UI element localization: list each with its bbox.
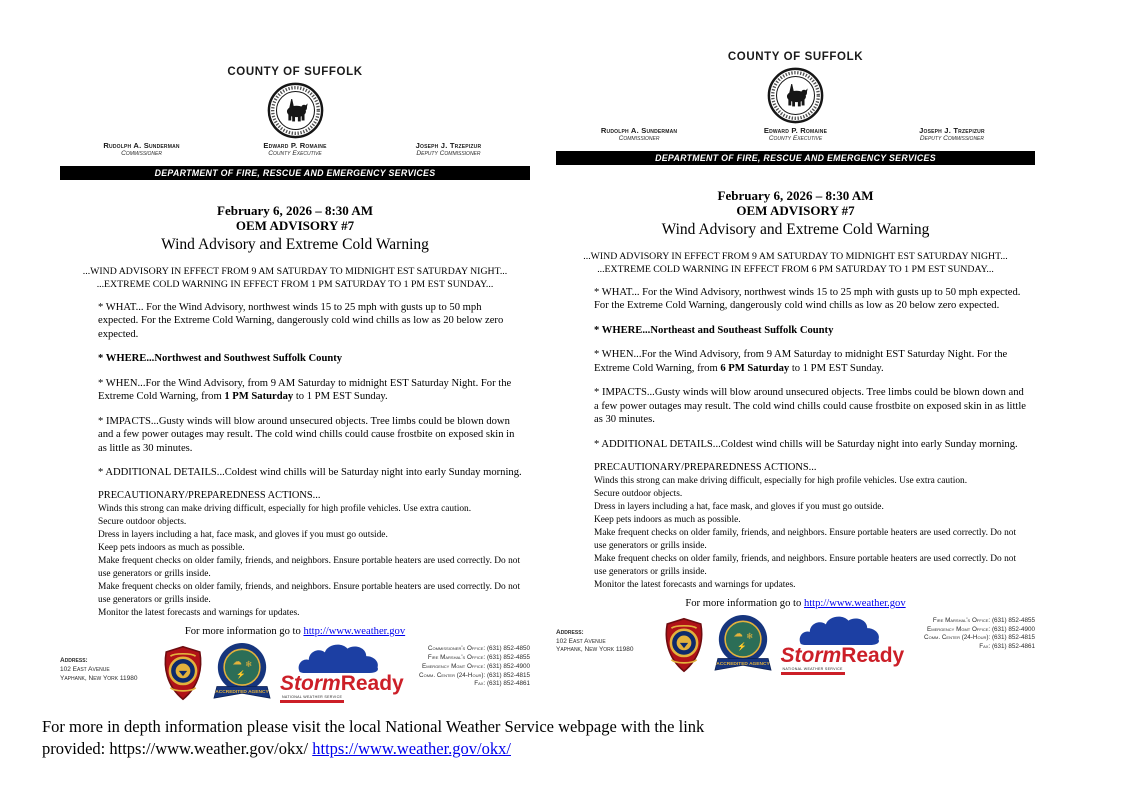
address-block: [556, 612, 648, 655]
precaution-item: Dress in layers including a hat, face mask, and gloves if you must go outside.: [98, 530, 388, 541]
advisory-body: [60, 301, 530, 620]
precaution-item: Monitor the latest forecasts and warnings for updates.: [98, 608, 300, 619]
emergency-management-shield-icon: [162, 645, 204, 701]
precaution-item: Dress in layers including a hat, face mask, and gloves if you must go outside.: [594, 501, 884, 512]
precaution-item: Winds this strong can make driving difficult, especially for high profile vehicles. Use extra caution.: [98, 504, 472, 515]
contact-value: (631) 852-4855: [486, 654, 530, 661]
impacts-paragraph: * IMPACTS...Gusty winds will blow around unsecured objects. Tree limbs could be blown down and a few power outages may result. The cold wind chills could cause frostbite on exposed skin in as little as 30 minutes.: [594, 387, 1026, 426]
when-highlight-time: 1 PM Saturday: [224, 391, 294, 403]
advisory-number: OEM ADVISORY #7: [235, 218, 355, 234]
precautions-header: PRECAUTIONARY/PREPAREDNESS ACTIONS...: [594, 462, 817, 474]
contact-value: (631) 852-4850: [486, 645, 530, 653]
stormready-logo: [780, 614, 905, 676]
address-label: Address:: [60, 657, 88, 665]
official-name: Edward P. Romaine: [263, 141, 327, 150]
stormready-storm-text: Storm: [280, 672, 341, 696]
stormready-underline: [781, 672, 845, 675]
official-deputy-commissioner: [373, 141, 524, 157]
contact-row: [408, 663, 530, 672]
official-title: County Executive: [268, 150, 322, 157]
stormready-wordmark: [781, 644, 905, 668]
weather-gov-link[interactable]: http://www.weather.gov: [303, 626, 406, 638]
headline-block: [60, 266, 530, 290]
official-name: Joseph J. Trzepizur: [415, 141, 482, 150]
contact-row: [913, 626, 1035, 635]
headline-block: [556, 251, 1035, 275]
lightning-glyph: ⚡: [736, 641, 747, 651]
contact-row: [408, 672, 530, 681]
when-text-end: to 1 PM EST Sunday.: [293, 391, 388, 403]
accredited-agency-badge-icon: [213, 642, 271, 704]
extreme-cold-headline: ...EXTREME COLD WARNING IN EFFECT FROM 6 PM SATURDAY TO 1 PM EST SUNDAY...: [597, 263, 994, 275]
contact-label: Commissioner's Office:: [427, 645, 486, 653]
accredited-agency-banner-text: ACCREDITED AGENCY: [715, 661, 770, 667]
stormready-ready-text: Ready: [340, 672, 404, 696]
precaution-item: Winds this strong can make driving difficult, especially for high profile vehicles. Use extra caution.: [594, 476, 968, 487]
when-paragraph: [594, 348, 1029, 375]
contact-value: (631) 852-4855: [991, 616, 1035, 624]
precaution-item: Make frequent checks on older family, friends, and neighbors. Ensure portable heaters are used correctly. Do not use generators or grills inside.: [98, 556, 521, 580]
precautions-header: PRECAUTIONARY/PREPAREDNESS ACTIONS...: [98, 490, 321, 502]
what-paragraph: * WHAT... For the Wind Advisory, northwest winds 15 to 25 mph with gusts up to 50 mph expected. For the Extreme Cold Warning, dangerously cold wind chills as low as 20 below zero expected.: [98, 301, 504, 340]
contact-label: Comm. Center (24-Hour):: [419, 671, 486, 679]
advisory-title-block: [556, 188, 1035, 238]
what-paragraph: * WHAT... For the Wind Advisory, northwest winds 15 to 25 mph with gusts up to 50 mph expected. For the Extreme Cold Warning, dangerously cold wind chills as low as 20 below zero expected.: [594, 286, 1021, 312]
more-info-text: For more information go to: [184, 626, 304, 638]
additional-details-paragraph: * ADDITIONAL DETAILS...Coldest wind chills will be Saturday night into early Sunday morning.: [594, 438, 1018, 450]
officials-row: [556, 126, 1035, 142]
footer-logos: [648, 612, 913, 676]
official-title: Deputy Commissioner: [416, 150, 481, 157]
weather-okx-link[interactable]: https://www.weather.gov/okx/: [312, 738, 511, 758]
official-title: Deputy Commissioner: [919, 135, 984, 142]
lightning-glyph: ⚡: [236, 670, 246, 680]
contact-row: [408, 645, 530, 654]
stormready-underline: [280, 700, 344, 703]
advisory-title: Wind Advisory and Extreme Cold Warning: [161, 235, 429, 253]
contacts-block: [408, 640, 530, 689]
when-text: * WHEN...For the Wind Advisory, from 9 AM Saturday to midnight EST Saturday Night. For the Extreme Cold Warning, from: [594, 349, 1008, 374]
official-name: Joseph J. Trzepizur: [919, 126, 985, 135]
contact-value: (631) 852-4900: [991, 625, 1035, 633]
contact-value: (631) 852-4900: [486, 662, 530, 670]
contact-value: (631) 852-4861: [991, 643, 1035, 651]
more-info-line: [556, 598, 1035, 609]
contact-label: Emergency Mgmt Office:: [927, 625, 991, 633]
wind-advisory-headline: ...WIND ADVISORY IN EFFECT FROM 9 AM SATURDAY TO MIDNIGHT EST SATURDAY NIGHT...: [82, 266, 508, 278]
stormready-cloud-icon: [294, 642, 382, 674]
weather-gov-link[interactable]: http://www.weather.gov: [803, 597, 906, 609]
stormready-wordmark: [280, 672, 404, 696]
when-text: * WHEN...For the Wind Advisory, from 9 AM Saturday to midnight EST Saturday Night. For the Extreme Cold Warning, from: [98, 377, 512, 403]
address-line2: Yaphank, New York 11980: [556, 646, 634, 654]
cloud-glyph: ☁: [732, 628, 743, 640]
official-name: Rudolph A. Sunderman: [103, 141, 180, 150]
additional-details-paragraph: * ADDITIONAL DETAILS...Coldest wind chills will be Saturday night into early Sunday morning.: [98, 467, 522, 479]
more-info-line: [60, 626, 530, 637]
footer-note-line1: For more in depth information please visit the local National Weather Service webpage with the link: [42, 717, 705, 736]
official-title: Commissioner: [121, 150, 162, 157]
snowflake-glyph: ❄: [745, 630, 753, 641]
extreme-cold-headline: ...EXTREME COLD WARNING IN EFFECT FROM 1 PM SATURDAY TO 1 PM EST SUNDAY...: [96, 278, 494, 290]
official-title: Commissioner: [618, 135, 660, 142]
official-title: County Executive: [768, 135, 823, 142]
when-paragraph: [98, 377, 524, 404]
address-line1: 102 East Avenue: [556, 637, 606, 645]
impacts-paragraph: * IMPACTS...Gusty winds will blow around unsecured objects. Tree limbs could be blown down and a few power outages may result. The cold wind chills could cause frostbite on exposed skin in as little as 30 minutes.: [98, 415, 515, 454]
stormready-cloud-icon: [795, 614, 883, 646]
precaution-item: Monitor the latest forecasts and warnings for updates.: [594, 579, 796, 590]
contacts-block: [913, 612, 1035, 652]
official-deputy-commissioner: [875, 126, 1029, 142]
accredited-agency-badge-icon: [714, 614, 772, 676]
official-name: Edward P. Romaine: [763, 126, 828, 135]
emergency-management-shield-icon: [663, 617, 705, 673]
address-line2: Yaphank, New York 11980: [60, 674, 138, 682]
contact-label: Emergency Mgmt Office:: [422, 662, 486, 670]
when-highlight-time: 6 PM Saturday: [720, 362, 790, 374]
suffolk-county-seal-icon: [267, 82, 324, 139]
stormready-ready-text: Ready: [841, 643, 905, 667]
address-label: Address:: [556, 628, 584, 636]
contact-value: (631) 852-4861: [486, 680, 530, 688]
footer-note: [42, 716, 762, 760]
advisory-date: February 6, 2026 – 8:30 AM: [217, 203, 373, 218]
where-paragraph: * WHERE...Northeast and Southeast Suffolk County: [594, 324, 834, 336]
contact-row: [913, 643, 1035, 652]
where-paragraph: * WHERE...Northwest and Southwest Suffolk County: [98, 353, 343, 365]
contact-label: Fax:: [979, 643, 991, 651]
official-county-executive: [718, 126, 872, 142]
contact-label: Fire Marshal's Office:: [427, 654, 486, 661]
contact-value: (631) 852-4815: [991, 634, 1035, 642]
precaution-item: Make frequent checks on older family, friends, and neighbors. Ensure portable heaters are used correctly. Do not use generators or grills inside.: [594, 527, 1017, 551]
contact-label: Comm. Center (24-Hour):: [924, 634, 991, 642]
when-text-end: to 1 PM EST Sunday.: [789, 362, 884, 374]
advisory-document-2: [556, 48, 1035, 676]
advisory-document-1: [60, 63, 530, 704]
stormready-storm-text: Storm: [780, 643, 842, 667]
accredited-agency-banner-text: ACCREDITED AGENCY: [215, 690, 269, 696]
contact-row: [913, 634, 1035, 643]
contact-label: Fire Marshal's Office:: [932, 616, 991, 624]
precaution-item: Keep pets indoors as much as possible.: [98, 543, 245, 554]
contact-row: [913, 617, 1035, 626]
county-title: COUNTY OF SUFFOLK: [727, 51, 864, 63]
suffolk-county-seal-icon: [767, 67, 824, 124]
advisory-title: Wind Advisory and Extreme Cold Warning: [661, 220, 930, 238]
advisory-title-block: [60, 203, 530, 253]
precaution-item: Secure outdoor objects.: [594, 488, 683, 499]
contact-row: [408, 654, 530, 663]
wind-advisory-headline: ...WIND ADVISORY IN EFFECT FROM 9 AM SATURDAY TO MIDNIGHT EST SATURDAY NIGHT...: [583, 251, 1008, 263]
cloud-glyph: ☁: [232, 656, 242, 668]
address-block: [60, 640, 152, 683]
precaution-item: Make frequent checks on older family, friends, and neighbors. Ensure portable heaters are used correctly. Do not use generators or grills inside.: [98, 582, 521, 606]
stormready-logo: [280, 642, 404, 704]
precautions-list: [594, 475, 1029, 592]
official-county-executive: [219, 141, 370, 157]
official-name: Rudolph A. Sunderman: [600, 126, 678, 135]
precaution-item: Secure outdoor objects.: [98, 517, 187, 528]
contact-row: [408, 680, 530, 689]
footer-note-line2: provided: https://www.weather.gov/okx/: [42, 738, 313, 758]
more-info-text: For more information go to: [685, 597, 804, 609]
page-footer: [60, 640, 530, 704]
stormready-nws-text: NATIONAL WEATHER SERVICE: [282, 695, 343, 700]
contact-value: (631) 852-4815: [486, 671, 530, 679]
stormready-nws-text: NATIONAL WEATHER SERVICE: [782, 666, 843, 671]
precaution-item: Keep pets indoors as much as possible.: [594, 514, 741, 525]
snowflake-glyph: ❄: [245, 659, 253, 670]
officials-row: [60, 141, 530, 157]
page-footer: [556, 612, 1035, 676]
address-line1: 102 East Avenue: [60, 665, 110, 673]
official-commissioner: [562, 126, 716, 142]
official-commissioner: [66, 141, 217, 157]
advisory-body: [556, 286, 1035, 592]
advisory-number: OEM ADVISORY #7: [736, 203, 855, 219]
county-title: COUNTY OF SUFFOLK: [227, 66, 363, 78]
precautions-list: [98, 503, 524, 620]
department-banner: DEPARTMENT OF FIRE, RESCUE AND EMERGENCY SERVICES: [556, 151, 1035, 165]
advisory-date: February 6, 2026 – 8:30 AM: [717, 188, 874, 203]
contact-label: Fax:: [474, 680, 486, 688]
department-banner: DEPARTMENT OF FIRE, RESCUE AND EMERGENCY SERVICES: [60, 166, 530, 180]
footer-logos: [152, 640, 408, 704]
precaution-item: Make frequent checks on older family, friends, and neighbors. Ensure portable heaters are used correctly. Do not use generators or grills inside.: [594, 553, 1017, 577]
